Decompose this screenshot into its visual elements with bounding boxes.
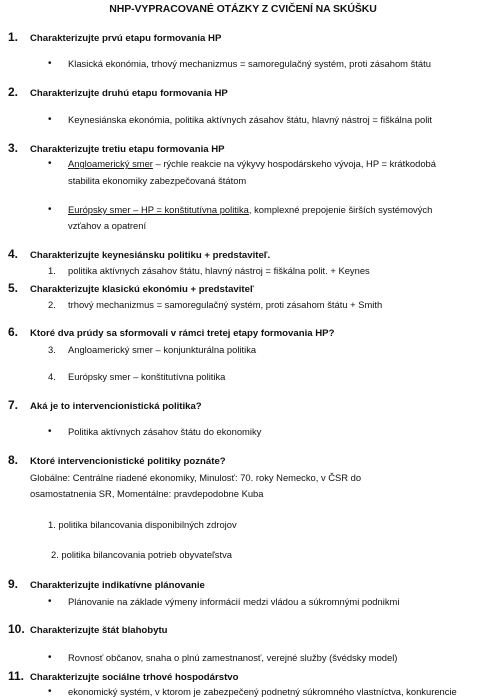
underlined-term: Európsky smer – HP = konštitutívna politika (68, 204, 249, 215)
question-text: Charakterizujte štát blahobytu (30, 625, 168, 636)
answer-text: Keynesiánska ekonómia, politika aktívnych zásahov štátu, hlavný nástroj = fiškálna polit (68, 114, 432, 125)
question-10 (8, 622, 168, 636)
question-number: 9. (8, 577, 19, 591)
bullet-icon: • (48, 204, 52, 215)
question-number: 10. (8, 622, 25, 636)
question-8 (8, 453, 226, 467)
question-5 (8, 281, 254, 295)
question-text: Charakterizujte druhú etapu formovania HP (30, 88, 228, 99)
question-4 (8, 247, 270, 261)
answer-text: Klasická ekonómia, trhový mechanizmus = samoregulačný systém, proti zásahom štátu (68, 58, 431, 69)
question-text: Aká je to intervencionistická politika? (30, 401, 202, 412)
question-text: Charakterizujte sociálne trhové hospodárstvo (30, 672, 239, 683)
question-number: 8. (8, 453, 19, 467)
question-text: Charakterizujte prvú etapu formovania HP (30, 33, 222, 44)
numbered-answer: 1. politika bilancovania disponibilných zdrojov (48, 519, 237, 530)
document-title: NHP-VYPRACOVANÉ OTÁZKY Z CVIČENÍ NA SKÚŠKU (109, 3, 377, 15)
numbered-answer: 4. Európsky smer – konštitutívna politika (48, 371, 226, 382)
bullet-icon: • (48, 652, 52, 663)
answer-text: Globálne: Centrálne riadené ekonomiky, Minulosť: 70. roky Nemecko, v ČSR do (30, 472, 362, 483)
underlined-term: Angloamerický smer (68, 158, 153, 169)
question-9 (8, 577, 205, 591)
answer-text: Rovnosť občanov, snaha o plnú zamestnanosť, verejné služby (švédsky model) (68, 652, 398, 663)
question-11 (8, 669, 238, 683)
question-number: 2. (8, 85, 19, 99)
question-text: Charakterizujte keynesiánsku politiku + predstaviteľ. (30, 250, 271, 261)
answer-text: osamostatnenia SR, Momentálne: pravdepodobne Kuba (30, 488, 264, 499)
question-text: Ktoré intervencionistické politiky poznáte? (30, 456, 226, 467)
answer-continuation: vzťahov a opatrení (68, 220, 147, 231)
answer-text: ekonomický systém, v ktorom je zabezpečený podnetný súkromného vlastníctva, konkurencie (68, 686, 457, 697)
question-number: 1. (8, 30, 19, 44)
answer-text: Politika aktívnych zásahov štátu do ekonomiky (68, 426, 262, 437)
question-3 (8, 141, 225, 155)
numbered-answer: 3. Angloamerický smer – konjunkturálna politika (48, 344, 257, 355)
numbered-answer: 2. trhový mechanizmus = samoregulačný systém, proti zásahom štátu + Smith (48, 299, 383, 310)
numbered-answer: 1. politika aktívnych zásahov štátu, hlavný nástroj = fiškálna polit. + Keynes (48, 265, 370, 276)
question-number: 5. (8, 281, 19, 295)
question-text: Charakterizujte indikatívne plánovanie (30, 580, 205, 591)
question-number: 4. (8, 247, 19, 261)
numbered-answer: 2. politika bilancovania potrieb obyvateľstva (51, 549, 232, 560)
question-text: Charakterizujte tretiu etapu formovania HP (30, 144, 225, 155)
bullet-icon: • (48, 596, 52, 607)
question-number: 7. (8, 398, 19, 412)
question-number: 6. (8, 325, 19, 339)
question-2 (8, 85, 228, 99)
question-6 (8, 325, 334, 339)
answer-continuation: stabilita ekonomiky zabezpečovaná štátom (68, 175, 247, 186)
question-1 (8, 30, 221, 44)
question-7 (8, 398, 202, 412)
bullet-icon: • (48, 58, 52, 69)
bullet-icon: • (48, 158, 52, 169)
question-text: Charakterizujte klasickú ekonómiu + predstaviteľ (30, 284, 254, 295)
question-text: Ktoré dva prúdy sa sformovali v rámci tretej etapy formovania HP? (30, 328, 335, 339)
bullet-icon: • (48, 686, 52, 697)
bullet-icon: • (48, 114, 52, 125)
question-number: 11. (8, 669, 25, 683)
question-number: 3. (8, 141, 19, 155)
answer-text: Európsky smer – HP = konštitutívna politika, komplexné prepojenie širších systémových (68, 204, 433, 215)
answer-text: Angloamerický smer – rýchle reakcie na výkyvy hospodárskeho vývoja, HP = krátkodobá (68, 158, 436, 169)
bullet-icon: • (48, 426, 52, 437)
answer-text: Plánovanie na základe výmeny informácií medzi vládou a súkromnými podnikmi (68, 596, 400, 607)
